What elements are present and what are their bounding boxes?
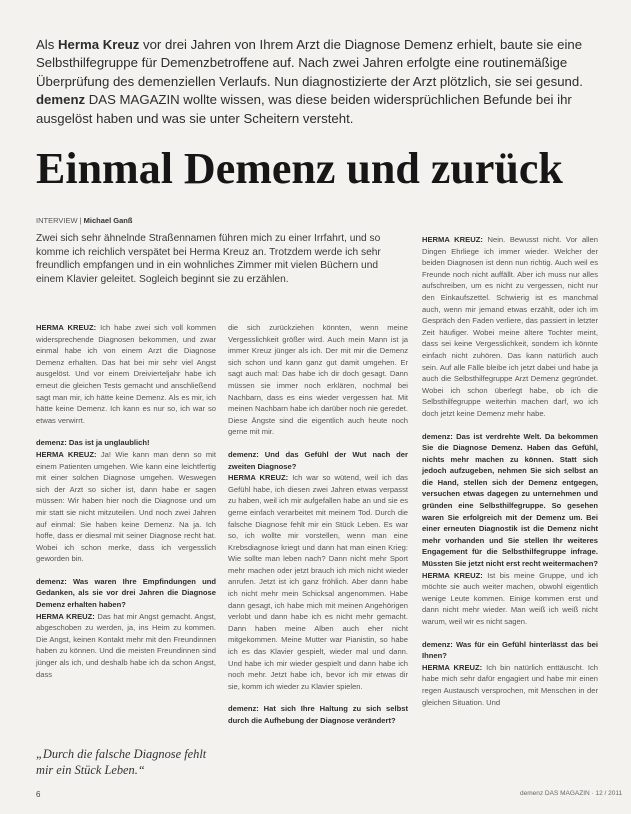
author-name: Michael Ganß [83, 216, 133, 225]
speaker-label: HERMA KREUZ: [422, 235, 483, 244]
speaker-label: HERMA KREUZ: [422, 570, 483, 580]
answer-paragraph: HERMA KREUZ: Nein. Bewusst nicht. Vor allen Dingen Ehrliege ich immer wieder. Welcher der beiden Diagnosen ist denn nun richtig. Auch weil es Freunde noch nicht auffällt. Aber ich muss nur alles aufschreiben, um es nicht zu vergessen, nicht nur den Einkaufszettel. Schwierig ist es manchmal auch, wenn mir jemand etwas erzählt, oder ich im Gespräch den Faden verliere, das passiert in letzter Zeit häufiger. Wobei meine ältere Tochter meint, dass sei keine Vergesslichkeit, sondern ich könnte einfach nicht zuhören. Das kann natürlich auch sein. Auf alle Fälle bleibe ich jetzt dabei und habe ja auch die Selbsthilfegruppe Arzt Demenz gegründet. Wobei ich schon überlegt habe, ob ich die Selbsthilfegruppe weiterhin machen darf, wo ich doch jetzt keine Demenz mehr habe. [422, 235, 598, 418]
speaker-label: HERMA KREUZ: [228, 473, 289, 483]
answer-paragraph: HERMA KREUZ: Ja! Wie kann man denn so mit einem Patienten umgehen. Wie kann eine leichtfertig mit einer solchen Diagnose umgehen. Weswegen sich der Arzt so sicher ist, dann habe er sagen müssen: Wir haben hier noch die Diagnose und um mir statt sie nicht mitzuteilen. Und noch zwei Jahren auf einmal: Sie haben keine Demenz. Na ja. Ich hoffe, dass er diesmal mit seiner Diagnose recht hat. Wobei ich schon merke, dass ich vergesslich geworden bin. [36, 449, 216, 564]
speaker-label: HERMA KREUZ: [36, 611, 95, 621]
lead-paragraph: Zwei sich sehr ähnelnde Straßennamen führen mich zu einer Irrfahrt, und so komme ich reichlich verspätet bei Herma Kreuz an. Trotzdem werde ich sehr freundlich empfangen und in ein wohnliches Zimmer mit vielen Büchern und einem Klavier geleitet. Sogleich beginnt sie zu erzählen. [36, 233, 381, 285]
page-footer: demenz DAS MAGAZIN · 12 / 2011 [520, 790, 623, 797]
question: demenz: Und das Gefühl der Wut nach der zweiten Diagnose? [228, 449, 408, 471]
speaker-label: HERMA KREUZ: [36, 323, 97, 332]
text-column-1 [36, 322, 216, 691]
answer-paragraph: HERMA KREUZ: Ich habe zwei sich voll kommen widersprechende Diagnosen bekommen, und zwar einmal habe ich von einem Arzt die Diagnose Demenz erhalten. Das hat bei mir sehr viel Angst ausgelöst. Und vor einem Dreivierteljahr habe ich erneut die gleichen Tests gemacht und anschließend sagt man mir, ich hätte keine Demenz. Als es mir, ich hätte keine Demenz. Ich kann es nur so, ich war so etwas verwirrt. [36, 323, 217, 425]
text-column-3 [422, 234, 598, 719]
answer-paragraph: die sich zurückziehen könnten, wenn meine Vergesslichkeit größer wird. Auch mein Mann ist ja immer Kreuz jünger als ich. Der mit mir die Demenz sich schon und kann ganz gut damit umgehen. Er sagt auch mal: Das habe ich dir doch gesagt. Dann müssen sie immer noch erklären, nochmal bei Nachbarn, dass es eins wieder vergessen hat. Mit meinen Nachbarn habe ich darüber noch nie geredet. Diese Ängste sind die eigentlich auch heute noch gerne mit mir. [228, 323, 408, 437]
answer-paragraph: HERMA KREUZ: Ich bin natürlich enttäuscht. Ich habe mich sehr dafür engagiert und habe mir einen regen Austausch versprochen, mit Menschen in der gleichen Situation. Und [422, 662, 598, 707]
intro-paragraph: Als Herma Kreuz vor drei Jahren von Ihrem Arzt die Diagnose Demenz erhielt, baute sie eine Selbsthilfegruppe für Demenzbetroffene auf. Nach zwei Jahren erfolgte eine routinemäßige Überprüfung des demenziellen Verlaufs. Nun diagnostizierte der Arzt plötzlich, sie sei gesund. demenz DAS MAGAZIN wollte wissen, was diese beiden widersprüchlichen Befunde bei ihr ausgelöst haben und was sie unter Scheitern versteht. [36, 37, 583, 126]
question: demenz: Was waren Ihre Empfindungen und Gedanken, als sie vor drei Jahren die Diagnose Demenz erhalten haben? [36, 576, 216, 610]
byline: INTERVIEW | Michael Ganß [36, 216, 133, 225]
question: demenz: Das ist ja unglaublich! [36, 438, 150, 448]
answer-paragraph: HERMA KREUZ: Ich war so wütend, weil ich das Gefühl habe, ich diesen zwei Jahren etwas verpasst zu haben, weil ich mir aufgefallen habe an und sie es gerne einfach verarbeitet mit meinem Tod. Durch die falsche Diagnose fehlt mir ein Stück Leben. Es war so, ich wollte mir vorstellen, wenn man eine Krebsdiagnose kriegt und dann hat man einen Krieg: Wie sollte man leben nach? Dann nicht mehr Sport mehr machen oder jetzt brauch ich mich nicht wieder anrufen. Jetzt ist ich ganz fröhlich. Aber dann habe ich nicht mehr mein Schicksal angenommen. Habe dann gesagt, ich habe mich mit meinen Angehörigen verlobt und dann habe ich es nicht mehr gemacht. Dann haben meine Alben auch eher nicht mitgekommen. Meine Mutter war Pianistin, so habe ich es das Klavier gespielt, wieder mal und dann. Und habe ich mir wieder gespielt und dann habe ich noch mehr. Jetzt habe ich, bevor ich mir etwas dir sie, komm ich wieder zu Klavier spielen. [228, 473, 408, 691]
speaker-label: HERMA KREUZ: [422, 662, 483, 672]
question: demenz: Das ist verdrehte Welt. Da bekommen Sie die Diagnose Demenz. Haben das Gefühl, nichts mehr machen zu können. Statt sich jedoch aufzugeben, nehmen Sie sich selbst an die Hand, stellen sich der Demenz entgegen, versuchen etwas dagegen zu unternehmen und gründen eine Selbsthilfegruppe. So gesehen waren Sie erfolgreich mit der Demenz um. Bei einer erneuten Diagnostik ist die Demenz nicht mehr vorhanden und Sie stellen Ihr weiteres Engagement für die Selbsthilfegruppe infrage. Müssten Sie jetzt nicht erst recht weitermachen? [422, 431, 598, 569]
answer-paragraph: HERMA KREUZ: Ist bis meine Gruppe, und ich möchte sie auch weiter machen, obwohl eigentlich wenige Leute kommen. Einige kommen erst und dann nicht mehr wieder. Man weiß ich weiß nicht warum, weil wir es nicht sagen. [422, 570, 598, 626]
magazine-name: demenz [36, 92, 86, 108]
answer-paragraph: HERMA KREUZ: Das hat mir Angst gemacht. Angst, abgeschoben zu werden, ja, ins Heim zu kommen. Die Angst, keinen Kontakt mehr mit den Freundinnen haben zu können. Und die meisten Freundinnen sind jünger als ich, und deshalb habe ich da schon Angst, dass [36, 611, 216, 679]
text-column-2 [228, 322, 408, 727]
interviewee-name: Herma Kreuz [57, 37, 140, 52]
question: demenz: Hat sich Ihre Haltung zu sich selbst durch die Aufhebung der Diagnose verändert? [228, 704, 408, 725]
article-headline: Einmal Demenz und zurück [36, 144, 563, 193]
page-number: 6 [36, 790, 41, 799]
question: demenz: Was für ein Gefühl hinterlässt das bei Ihnen? [422, 639, 598, 661]
speaker-label: HERMA KREUZ: [36, 449, 97, 459]
pull-quote: „Durch die falsche Diagnose fehlt mir ein Stück Leben.“ [36, 747, 207, 777]
